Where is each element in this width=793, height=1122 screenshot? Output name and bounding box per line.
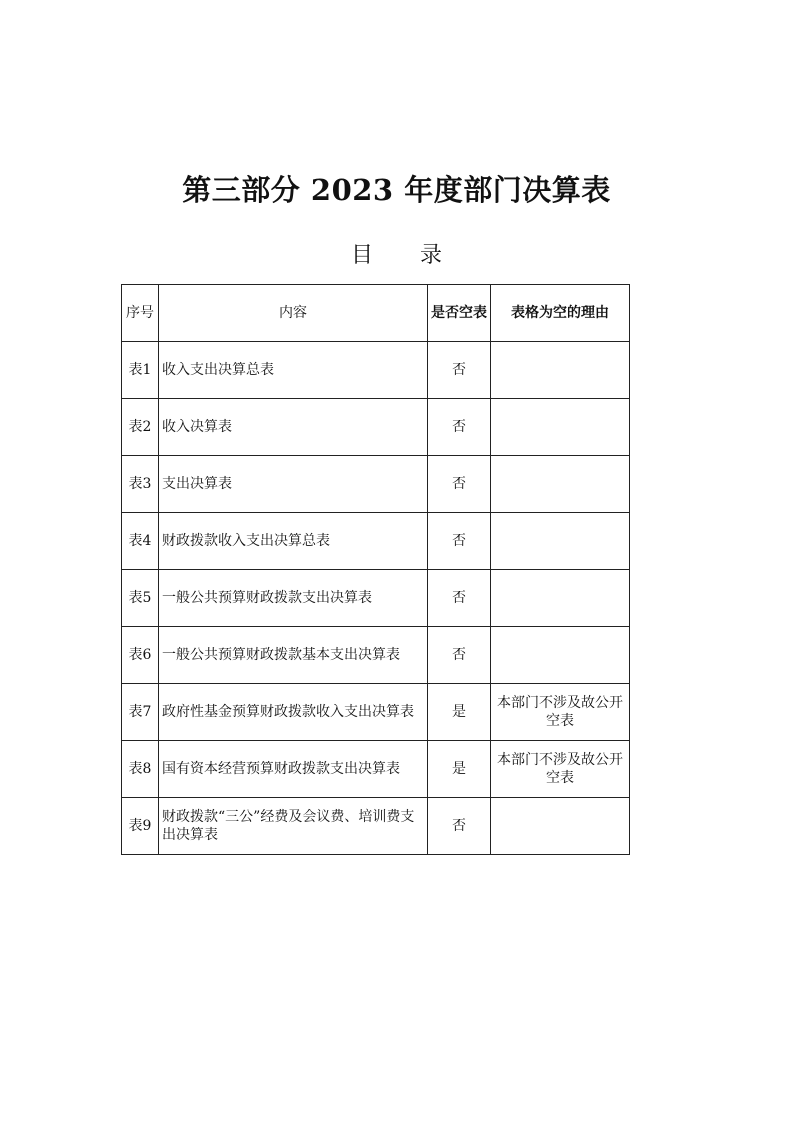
row-seq: 表3 bbox=[122, 456, 159, 513]
header-content: 内容 bbox=[159, 285, 428, 342]
table-row bbox=[122, 741, 630, 798]
row-is-empty: 是 bbox=[428, 741, 491, 798]
row-reason bbox=[491, 570, 630, 627]
row-reason bbox=[491, 798, 630, 855]
row-content: 一般公共预算财政拨款基本支出决算表 bbox=[159, 627, 428, 684]
toc-heading: 目 录 bbox=[351, 243, 462, 268]
table-row bbox=[122, 456, 630, 513]
table-row bbox=[122, 684, 630, 741]
row-reason bbox=[491, 456, 630, 513]
row-is-empty: 否 bbox=[428, 342, 491, 399]
table-row bbox=[122, 513, 630, 570]
row-is-empty: 是 bbox=[428, 684, 491, 741]
row-content: 支出决算表 bbox=[159, 456, 428, 513]
row-seq: 表2 bbox=[122, 399, 159, 456]
row-is-empty: 否 bbox=[428, 456, 491, 513]
header-reason: 表格为空的理由 bbox=[491, 285, 630, 342]
row-content: 政府性基金预算财政拨款收入支出决算表 bbox=[159, 684, 428, 741]
table-row bbox=[122, 570, 630, 627]
row-content: 一般公共预算财政拨款支出决算表 bbox=[159, 570, 428, 627]
row-reason: 本部门不涉及故公开空表 bbox=[491, 684, 630, 741]
row-is-empty: 否 bbox=[428, 798, 491, 855]
row-content: 财政拨款收入支出决算总表 bbox=[159, 513, 428, 570]
row-seq: 表7 bbox=[122, 684, 159, 741]
row-seq: 表1 bbox=[122, 342, 159, 399]
row-is-empty: 否 bbox=[428, 570, 491, 627]
row-content: 财政拨款“三公”经费及会议费、培训费支出决算表 bbox=[159, 798, 428, 855]
row-seq: 表5 bbox=[122, 570, 159, 627]
page-title: 第三部分 2023 年度部门决算表 bbox=[182, 173, 611, 207]
row-content: 收入支出决算总表 bbox=[159, 342, 428, 399]
toc-table bbox=[121, 284, 630, 855]
table-row bbox=[122, 627, 630, 684]
row-reason: 本部门不涉及故公开空表 bbox=[491, 741, 630, 798]
table-row bbox=[122, 342, 630, 399]
header-seq: 序号 bbox=[122, 285, 159, 342]
row-reason bbox=[491, 342, 630, 399]
row-content: 收入决算表 bbox=[159, 399, 428, 456]
row-reason bbox=[491, 627, 630, 684]
table-row bbox=[122, 399, 630, 456]
header-is-empty: 是否空表 bbox=[428, 285, 491, 342]
row-is-empty: 否 bbox=[428, 399, 491, 456]
row-seq: 表8 bbox=[122, 741, 159, 798]
row-seq: 表4 bbox=[122, 513, 159, 570]
row-is-empty: 否 bbox=[428, 627, 491, 684]
row-reason bbox=[491, 513, 630, 570]
table-row bbox=[122, 798, 630, 855]
row-reason bbox=[491, 399, 630, 456]
row-is-empty: 否 bbox=[428, 513, 491, 570]
row-content: 国有资本经营预算财政拨款支出决算表 bbox=[159, 741, 428, 798]
table-header-row bbox=[122, 285, 630, 342]
row-seq: 表6 bbox=[122, 627, 159, 684]
row-seq: 表9 bbox=[122, 798, 159, 855]
